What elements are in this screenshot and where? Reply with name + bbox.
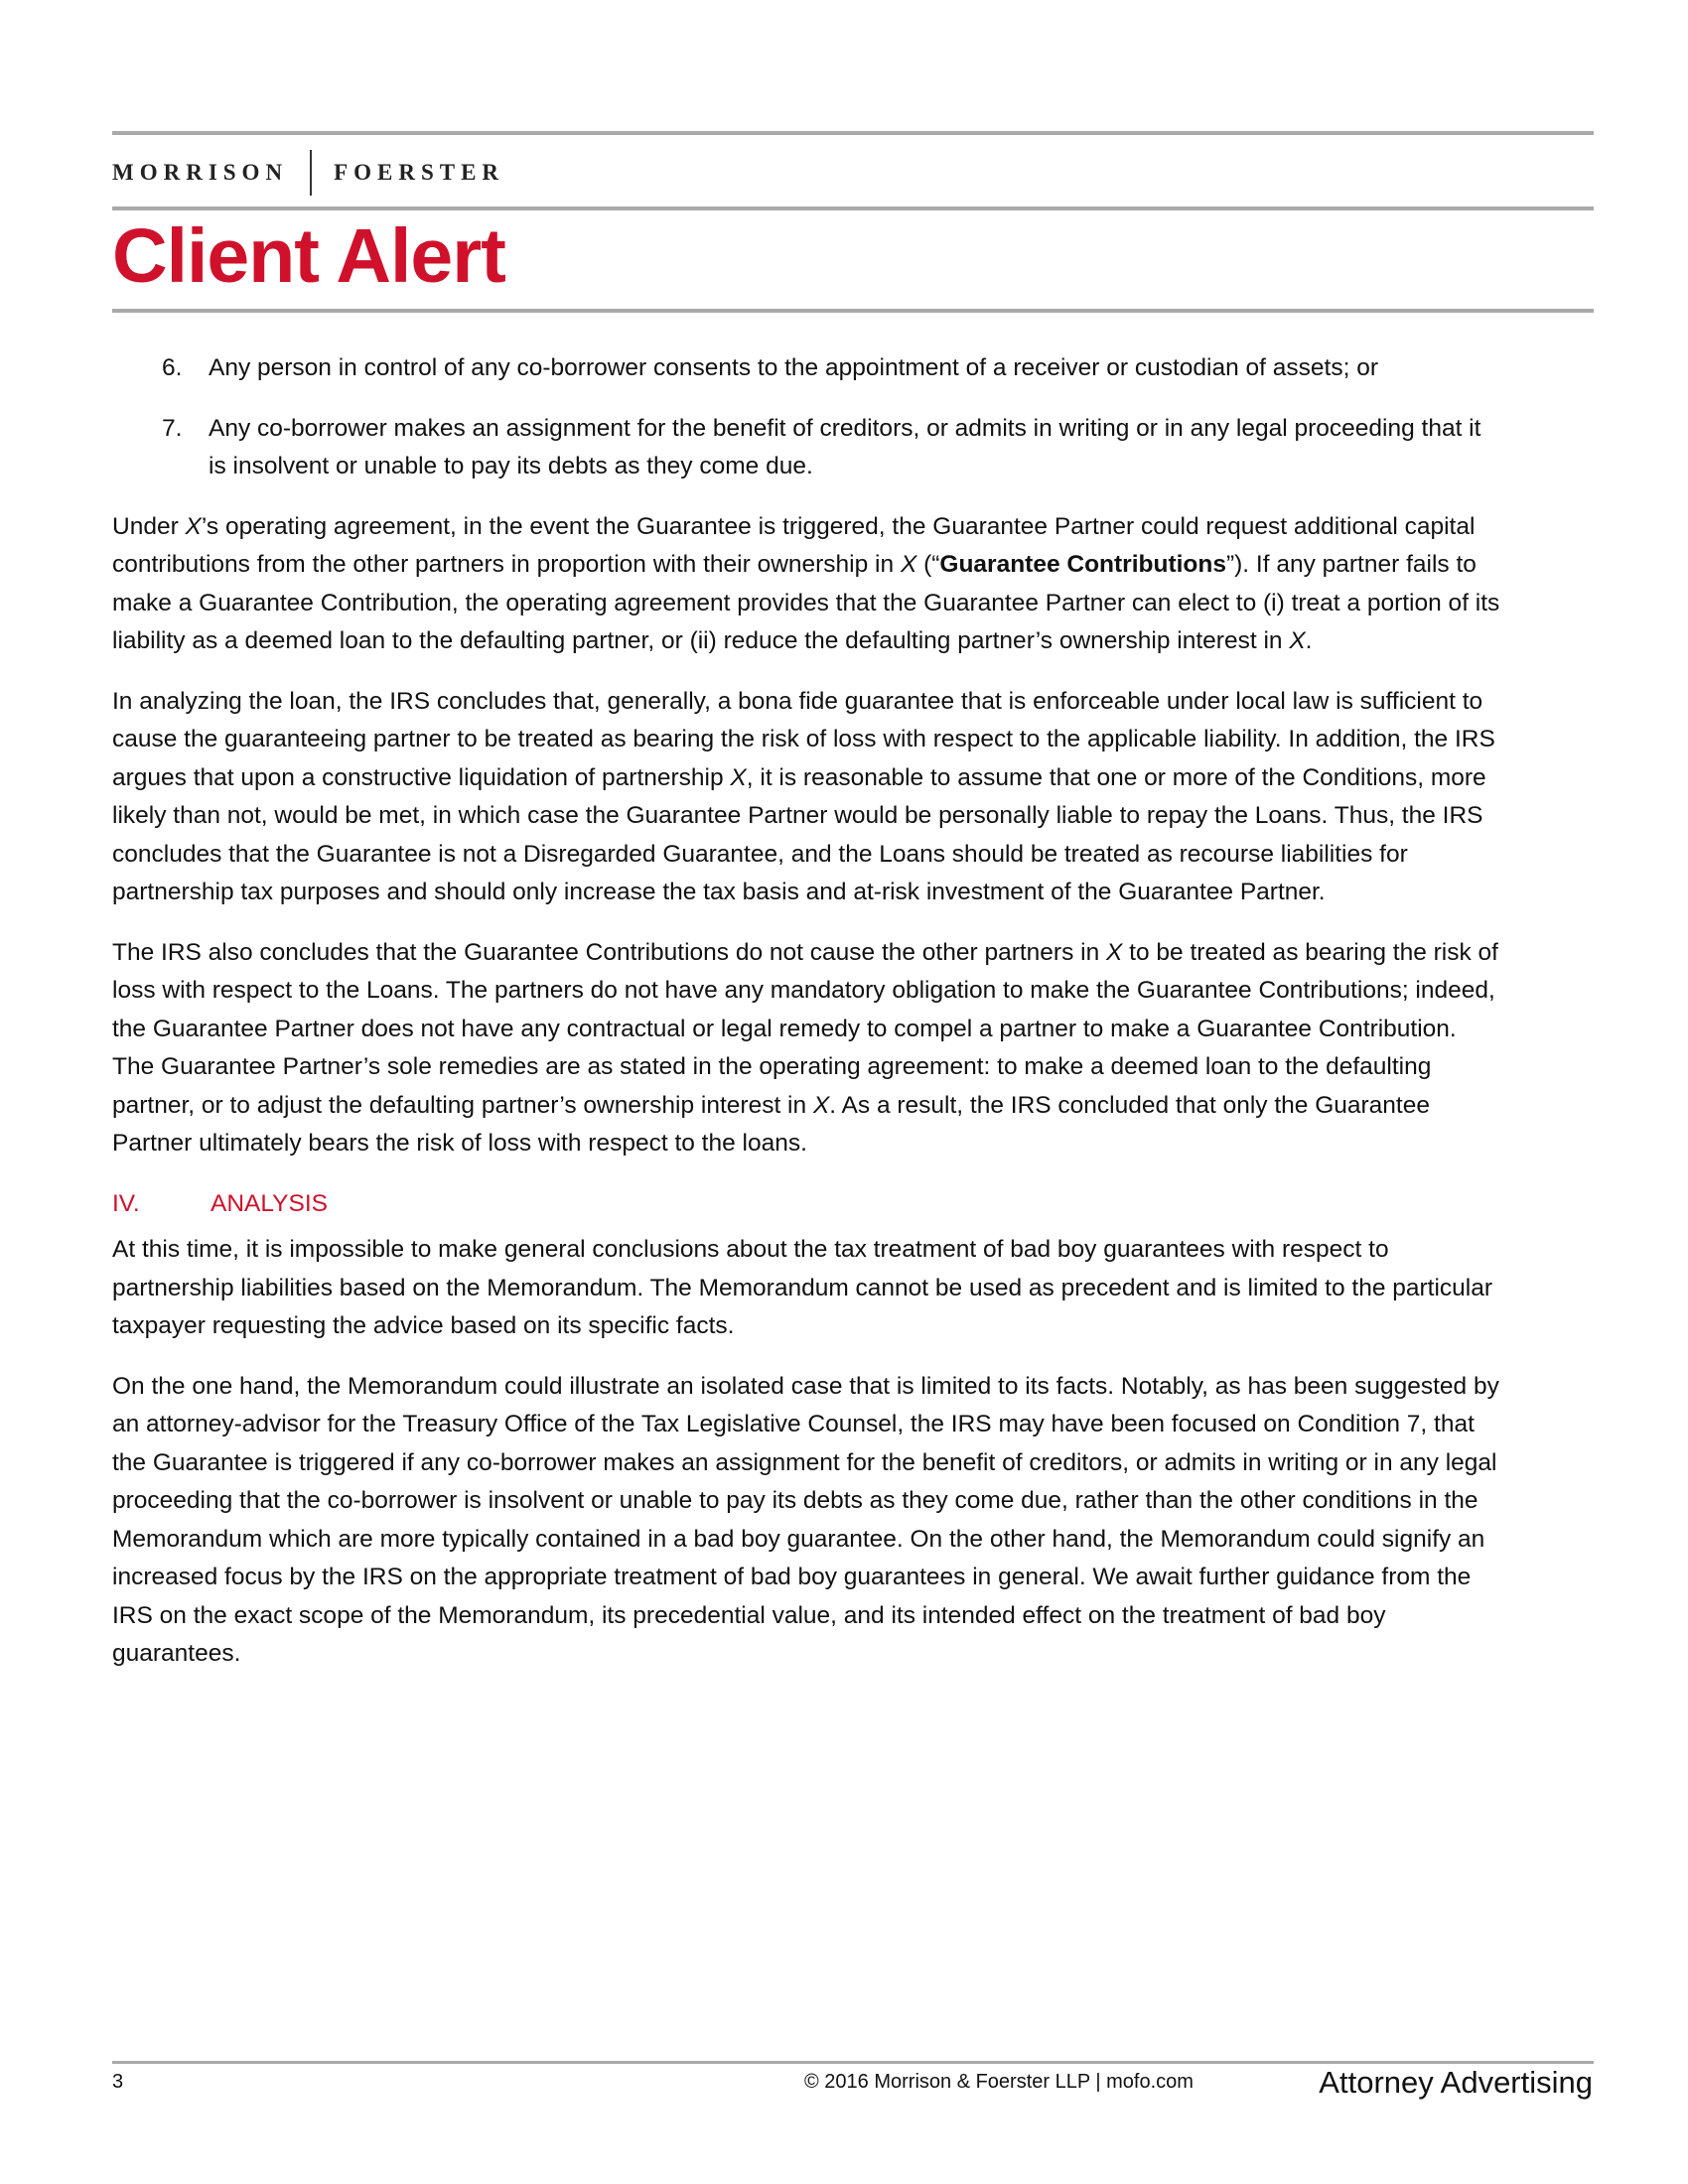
defined-term: Guarantee Contributions <box>939 551 1226 578</box>
list-item <box>112 349 1502 388</box>
list-item-text: Any co-borrower makes an assignment for the benefit of creditors, or admits in writing or in any legal proceeding that it is insolvent or unable to pay its debts as they come due. <box>209 414 1481 479</box>
logo-left-word: MORRISON <box>112 160 289 185</box>
paragraph-analysis-detail: On the one hand, the Memorandum could illustrate an isolated case that is limited to its facts. Notably, as has been suggested by an attorney-advisor for the Treasury Office of the Tax Legislative Counsel, the IRS may have been focused on Condition 7, that the Guarantee is triggered if any co-borrower makes an assignment for the benefit of creditors, or admits in writing or in any legal proceeding that the co-borrower is insolvent or unable to pay its debts as they come due, rather than the other conditions in the Memorandum which are more typically contained in a bad boy guarantee. On the other hand, the Memorandum could signify an increased focus by the IRS on the appropriate treatment of bad boy guarantees in general. We await further guidance from the IRS on the exact scope of the Memorandum, its precedential value, and its intended effect on the treatment of bad boy guarantees. <box>112 1372 1499 1667</box>
header-bottom-rule <box>112 309 1594 313</box>
section-number: IV. <box>112 1189 140 1217</box>
document-body <box>112 349 1502 1696</box>
firm-logo <box>112 153 504 193</box>
paragraph-irs-analysis: In analyzing the loan, the IRS concludes that, generally, a bona fide guarantee that is enforceable under local law is sufficient to cause the guaranteeing partner to be treated as bearing the risk of loss with respect to the applicable liability. In addition, the IRS argues that upon a constructive liquidation of partnership X, it is reasonable to assume that one or more of the Conditions, more likely than not, would be met, in which case the Guarantee Partner would be personally liable to repay the Loans. Thus, the IRS concludes that the Guarantee is not a Disregarded Guarantee, and the Loans should be treated as recourse liabilities for partnership tax purposes and should only increase the tax basis and at-risk investment of the Guarantee Partner. <box>112 687 1495 905</box>
copyright-notice: © 2016 Morrison & Foerster LLP | mofo.com <box>804 2071 1194 2093</box>
section-heading <box>112 1185 1502 1224</box>
paragraph-guarantee-contributions: The IRS also concludes that the Guarantee Contributions do not cause the other partners in X to be treated as bearing the risk of loss with respect to the Loans. The partners do not have any mandatory obligation to make the Guarantee Contributions; indeed, the Guarantee Partner does not have any contractual or legal remedy to compel a partner to make a Guarantee Contribution. The Guarantee Partner’s sole remedies are as stated in the operating agreement: to make a deemed loan to the defaulting partner, or to adjust the defaulting partner’s ownership interest in X. As a result, the IRS concluded that only the Guarantee Partner ultimately bears the risk of loss with respect to the loans. <box>112 938 1498 1157</box>
list-item <box>112 410 1502 486</box>
header-middle-rule <box>112 206 1594 210</box>
attorney-advertising-label: Attorney Advertising <box>1319 2065 1593 2100</box>
logo-divider <box>310 150 312 196</box>
page-title: Client Alert <box>112 213 505 299</box>
list-item-number: 7. <box>162 414 183 442</box>
page-number: 3 <box>112 2071 124 2093</box>
header-top-rule <box>112 131 1594 135</box>
section-title: ANALYSIS <box>211 1189 329 1217</box>
paragraph-operating-agreement: Under X’s operating agreement, in the event the Guarantee is triggered, the Guarantee Partner could request additional capital contributions from the other partners in proportion with their ownership in X (“Guarantee Contributions”). If any partner fails to make a Guarantee Contribution, the operating agreement provides that the Guarantee Partner can elect to (i) treat a portion of its liability as a deemed loan to the defaulting partner, or (ii) reduce the defaulting partner’s ownership interest in X. <box>112 512 1500 654</box>
list-item-number: 6. <box>162 354 183 381</box>
conditions-list <box>112 349 1502 486</box>
list-item-text: Any person in control of any co-borrower consents to the appointment of a receiver or custodian of assets; or <box>209 354 1378 381</box>
logo-right-word: FOERSTER <box>334 160 505 185</box>
paragraph-analysis-intro: At this time, it is impossible to make general conclusions about the tax treatment of bad boy guarantees with respect to partnership liabilities based on the Memorandum. The Memorandum cannot be used as precedent and is limited to the particular taxpayer requesting the advice based on its specific facts. <box>112 1236 1493 1339</box>
footer-rule <box>112 2061 1594 2064</box>
